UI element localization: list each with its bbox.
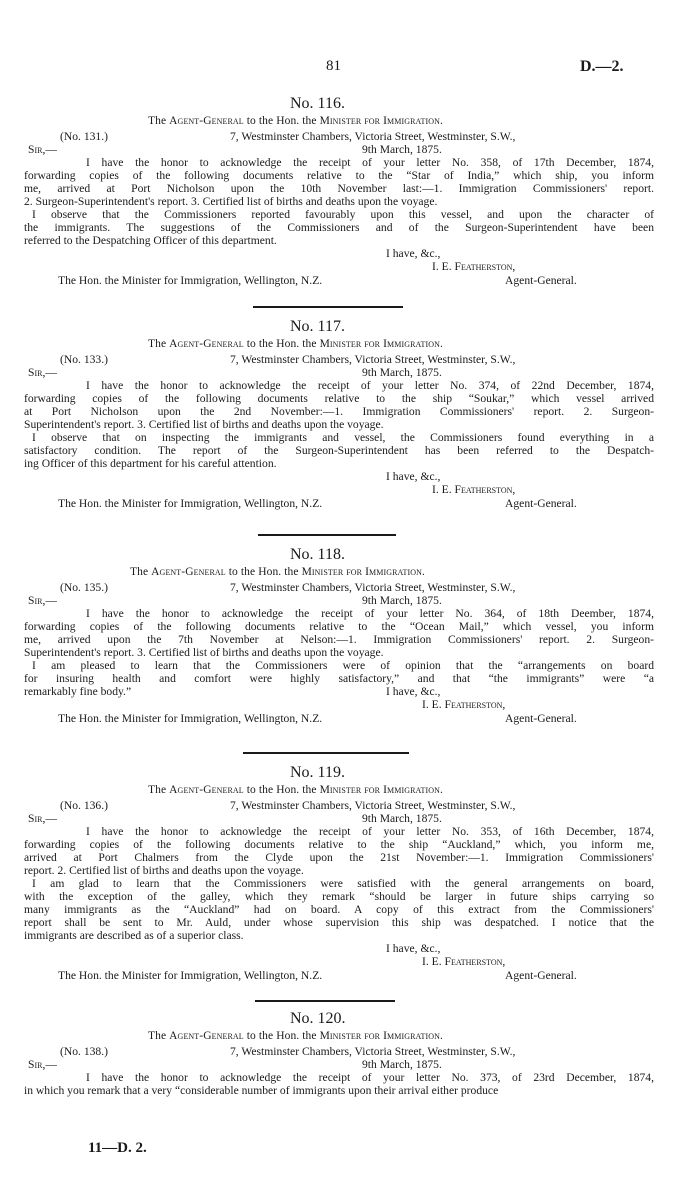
body-line: ing Officer of this department for his careful attention.	[24, 457, 277, 470]
body-line: forwarding copies of the following documents relative to the ship “Soukar,” which vessel arrived	[24, 392, 654, 405]
body-line: referred to the Despatching Officer of this department.	[24, 234, 277, 247]
document-reference: D.—2.	[580, 58, 624, 75]
addressee: The Hon. the Minister for Immigration, Wellington, N.Z.	[58, 497, 323, 510]
salutation: Sir,—	[28, 1058, 57, 1071]
letter-heading	[148, 784, 443, 796]
body-line: I am glad to learn that the Commissioners were satisfied with the general arrangements on board,	[32, 877, 654, 890]
body-line: for insuring health and comfort were highly satisfactory,” and that “the immigrants” were “a	[24, 672, 654, 685]
letter-reference: (No. 138.)	[60, 1045, 108, 1058]
sender: Agent-General	[169, 1030, 244, 1042]
sender: Agent-General	[169, 338, 244, 350]
body-line: forwarding copies of the following documents relative to the “Star of India,” which ship, you inform	[24, 169, 654, 182]
body-line: arrived at Port Chalmers from the Clyde upon the 21st November:—1. Immigration Commissioners'	[24, 851, 654, 864]
body-line: I observe that the Commissioners reported favourably upon this vessel, and upon the character of	[32, 208, 654, 221]
recipient: Minister for Immigration.	[319, 338, 444, 350]
body-line: in which you remark that a very “considerable number of immigrants upon their arrival either produce	[24, 1084, 499, 1097]
closing: I have, &c.,	[386, 470, 441, 483]
letter-number: No. 118.	[290, 546, 345, 563]
body-line: at Port Nicholson upon the 2nd November:—1. Immigration Commissioners' report. 2. Surgeon-	[24, 405, 654, 418]
letter-heading	[130, 566, 425, 578]
addressee: The Hon. the Minister for Immigration, Wellington, N.Z.	[58, 969, 323, 982]
section-divider	[255, 1000, 395, 1002]
closing: I have, &c.,	[386, 685, 441, 698]
section-divider	[258, 534, 396, 536]
letter-heading	[148, 115, 443, 127]
body-line: the immigrants. The suggestions of the Commissioners and of the Surgeon-Superintendent have been	[24, 221, 654, 234]
heading-text: to the Hon. the	[243, 784, 320, 796]
heading-text: The	[130, 566, 152, 578]
letter-heading	[148, 338, 443, 350]
closing: I have, &c.,	[386, 942, 441, 955]
letter-heading	[148, 1030, 443, 1042]
recipient: Minister for Immigration.	[319, 784, 444, 796]
signer-title: Agent-General.	[505, 274, 577, 287]
letter-reference: (No. 135.)	[60, 581, 108, 594]
body-line: Superintendent's report. 3. Certified list of births and deaths upon the voyage.	[24, 646, 384, 659]
recipient: Minister for Immigration.	[319, 115, 444, 127]
body-line: immigrants are described as of a superior class.	[24, 929, 244, 942]
letter-reference: (No. 136.)	[60, 799, 108, 812]
signer-title: Agent-General.	[505, 497, 577, 510]
body-line: many immigrants as the “Auckland” had on board. A copy of this extract from the Commissioners'	[24, 903, 654, 916]
letter-date: 9th March, 1875.	[362, 812, 442, 825]
letter-reference: (No. 131.)	[60, 130, 108, 143]
letter-date: 9th March, 1875.	[362, 366, 442, 379]
body-line: me, arrived upon the 7th November at Nelson:—1. Immigration Commissioners' report. 2. Surgeon-	[24, 633, 654, 646]
letter-number: No. 119.	[290, 764, 345, 781]
letter-number: No. 117.	[290, 318, 345, 335]
body-line: report. 2. Certified list of births and deaths upon the voyage.	[24, 864, 304, 877]
heading-text: to the Hon. the	[243, 115, 320, 127]
heading-text: to the Hon. the	[225, 566, 302, 578]
heading-text: The	[148, 338, 170, 350]
signer-title: Agent-General.	[505, 969, 577, 982]
body-line: I observe that on inspecting the immigrants and vessel, the Commissioners found everything in a	[32, 431, 654, 444]
heading-text: to the Hon. the	[243, 1030, 320, 1042]
salutation: Sir,—	[28, 812, 57, 825]
signer-name: I. E. Featherston,	[422, 955, 506, 968]
sender: Agent-General	[151, 566, 226, 578]
letter-reference: (No. 133.)	[60, 353, 108, 366]
heading-text: to the Hon. the	[243, 338, 320, 350]
closing: I have, &c.,	[386, 247, 441, 260]
signer-name: I. E. Featherston,	[432, 260, 516, 273]
heading-text: The	[148, 115, 170, 127]
letter-number: No. 116.	[290, 95, 345, 112]
section-divider	[253, 306, 403, 308]
heading-text: The	[148, 784, 170, 796]
sender-address: 7, Westminster Chambers, Victoria Street, Westminster, S.W.,	[230, 353, 516, 366]
body-line: remarkably fine body.”	[24, 685, 132, 698]
salutation: Sir,—	[28, 366, 57, 379]
sender: Agent-General	[169, 115, 244, 127]
body-line: satisfactory condition. The report of the Surgeon-Superintendent has been referred to the Despatch-	[24, 444, 654, 457]
section-divider	[243, 752, 409, 754]
body-line: I am pleased to learn that the Commissioners were of opinion that the “arrangements on board	[32, 659, 654, 672]
sender-address: 7, Westminster Chambers, Victoria Street, Westminster, S.W.,	[230, 799, 516, 812]
body-line: I have the honor to acknowledge the receipt of your letter No. 358, of 17th December, 1874,	[86, 156, 654, 169]
salutation: Sir,—	[28, 143, 57, 156]
page-footer: 11—D. 2.	[88, 1140, 147, 1156]
signer-name: I. E. Featherston,	[432, 483, 516, 496]
letter-date: 9th March, 1875.	[362, 594, 442, 607]
body-line: with the exception of the galley, which they remark “should be larger in future ships carrying so	[24, 890, 654, 903]
body-line: forwarding copies of the following documents relative to the ship “Auckland,” which, you inform me,	[24, 838, 654, 851]
body-line: I have the honor to acknowledge the receipt of your letter No. 353, of 16th December, 1874,	[86, 825, 654, 838]
body-line: forwarding copies of the following documents relative to the “Ocean Mail,” which vessel, you inform	[24, 620, 654, 633]
recipient: Minister for Immigration.	[319, 1030, 444, 1042]
sender-address: 7, Westminster Chambers, Victoria Street, Westminster, S.W.,	[230, 130, 516, 143]
signer-title: Agent-General.	[505, 712, 577, 725]
body-line: me, arrived at Port Nicholson upon the 10th November last:—1. Immigration Commissioners' report.	[24, 182, 654, 195]
body-line: I have the honor to acknowledge the receipt of your letter No. 373, of 23rd December, 1874,	[86, 1071, 654, 1084]
heading-text: The	[148, 1030, 170, 1042]
salutation: Sir,—	[28, 594, 57, 607]
addressee: The Hon. the Minister for Immigration, Wellington, N.Z.	[58, 712, 323, 725]
sender: Agent-General	[169, 784, 244, 796]
sender-address: 7, Westminster Chambers, Victoria Street, Westminster, S.W.,	[230, 581, 516, 594]
sender-address: 7, Westminster Chambers, Victoria Street, Westminster, S.W.,	[230, 1045, 516, 1058]
signer-name: I. E. Featherston,	[422, 698, 506, 711]
body-line: 2. Surgeon-Superintendent's report. 3. Certified list of births and deaths upon the voyage.	[24, 195, 438, 208]
letter-date: 9th March, 1875.	[362, 1058, 442, 1071]
addressee: The Hon. the Minister for Immigration, Wellington, N.Z.	[58, 274, 323, 287]
recipient: Minister for Immigration.	[301, 566, 426, 578]
body-line: report shall be sent to Mr. Auld, under whose supervision this ship was despatched. I notice that the	[24, 916, 654, 929]
letter-date: 9th March, 1875.	[362, 143, 442, 156]
body-line: I have the honor to acknowledge the receipt of your letter No. 364, of 18th Deember, 1874,	[86, 607, 654, 620]
letter-number: No. 120.	[290, 1010, 346, 1027]
body-line: Superintendent's report. 3. Certified list of births and deaths upon the voyage.	[24, 418, 384, 431]
page-number: 81	[326, 58, 341, 74]
body-line: I have the honor to acknowledge the receipt of your letter No. 374, of 22nd December, 1874,	[86, 379, 654, 392]
